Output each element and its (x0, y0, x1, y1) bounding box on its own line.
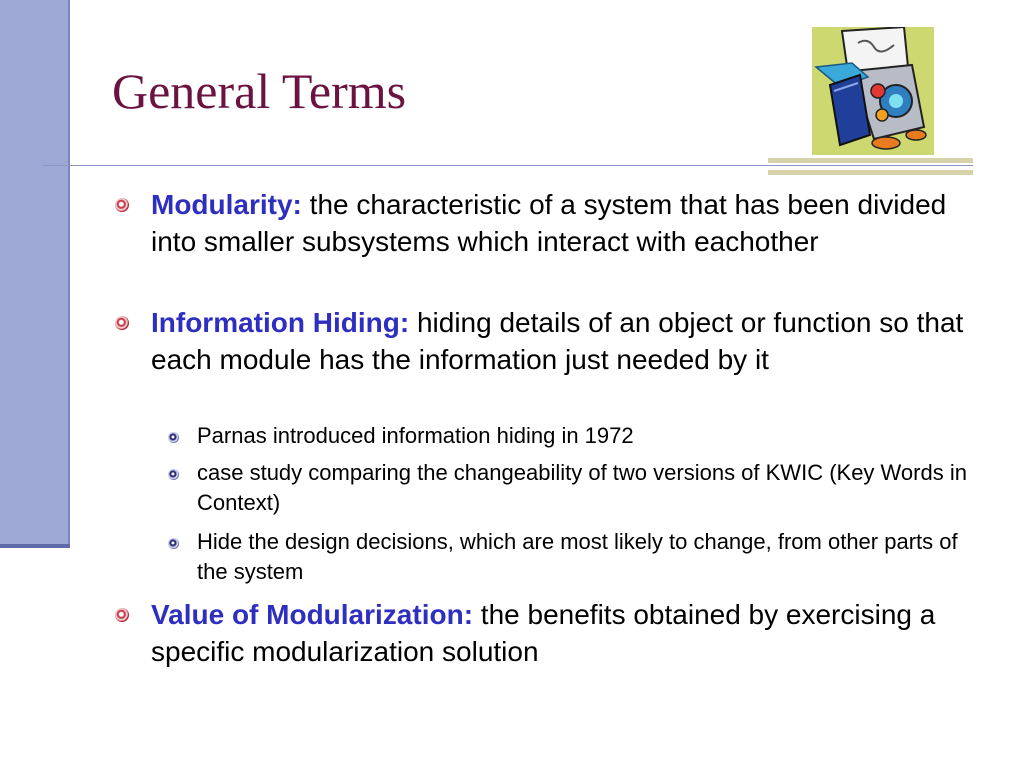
term-label: Modularity: (151, 189, 302, 220)
swirl-sub-bullet-icon (168, 432, 179, 443)
sub-bullet-text: Parnas introduced information hiding in 1972 (197, 423, 634, 448)
swirl-bullet-icon (115, 198, 129, 212)
term-definition: the benefits obtained by exercising a specific modularization solution (151, 599, 936, 667)
swirl-bullet-icon (115, 608, 129, 622)
swirl-sub-bullet-icon (168, 469, 179, 480)
sub-bullet-text: case study comparing the changeability of two versions of KWIC (Key Words in Context) (197, 460, 967, 515)
term-label: Information Hiding: (151, 307, 410, 338)
sub-bullet-text: Hide the design decisions, which are most likely to change, from other parts of the system (197, 529, 958, 584)
term-definition: the characteristic of a system that has been divided into smaller subsystems which interact with eachother (151, 189, 947, 257)
term-label: Value of Modularization: (151, 599, 474, 630)
slide-title: General Terms (112, 63, 407, 119)
bullet-information-hiding (151, 304, 971, 378)
sub-bullet-hide-decisions (197, 527, 967, 587)
swirl-bullet-icon (115, 316, 129, 330)
swirl-sub-bullet-icon (168, 538, 179, 549)
sub-bullet-parnas (197, 421, 967, 451)
term-definition: hiding details of an object or function so that each module has the information just needed by it (151, 307, 964, 375)
sub-bullet-case-study (197, 458, 967, 518)
bullet-value-of-modularization (151, 596, 971, 670)
bullet-modularity (151, 186, 971, 260)
